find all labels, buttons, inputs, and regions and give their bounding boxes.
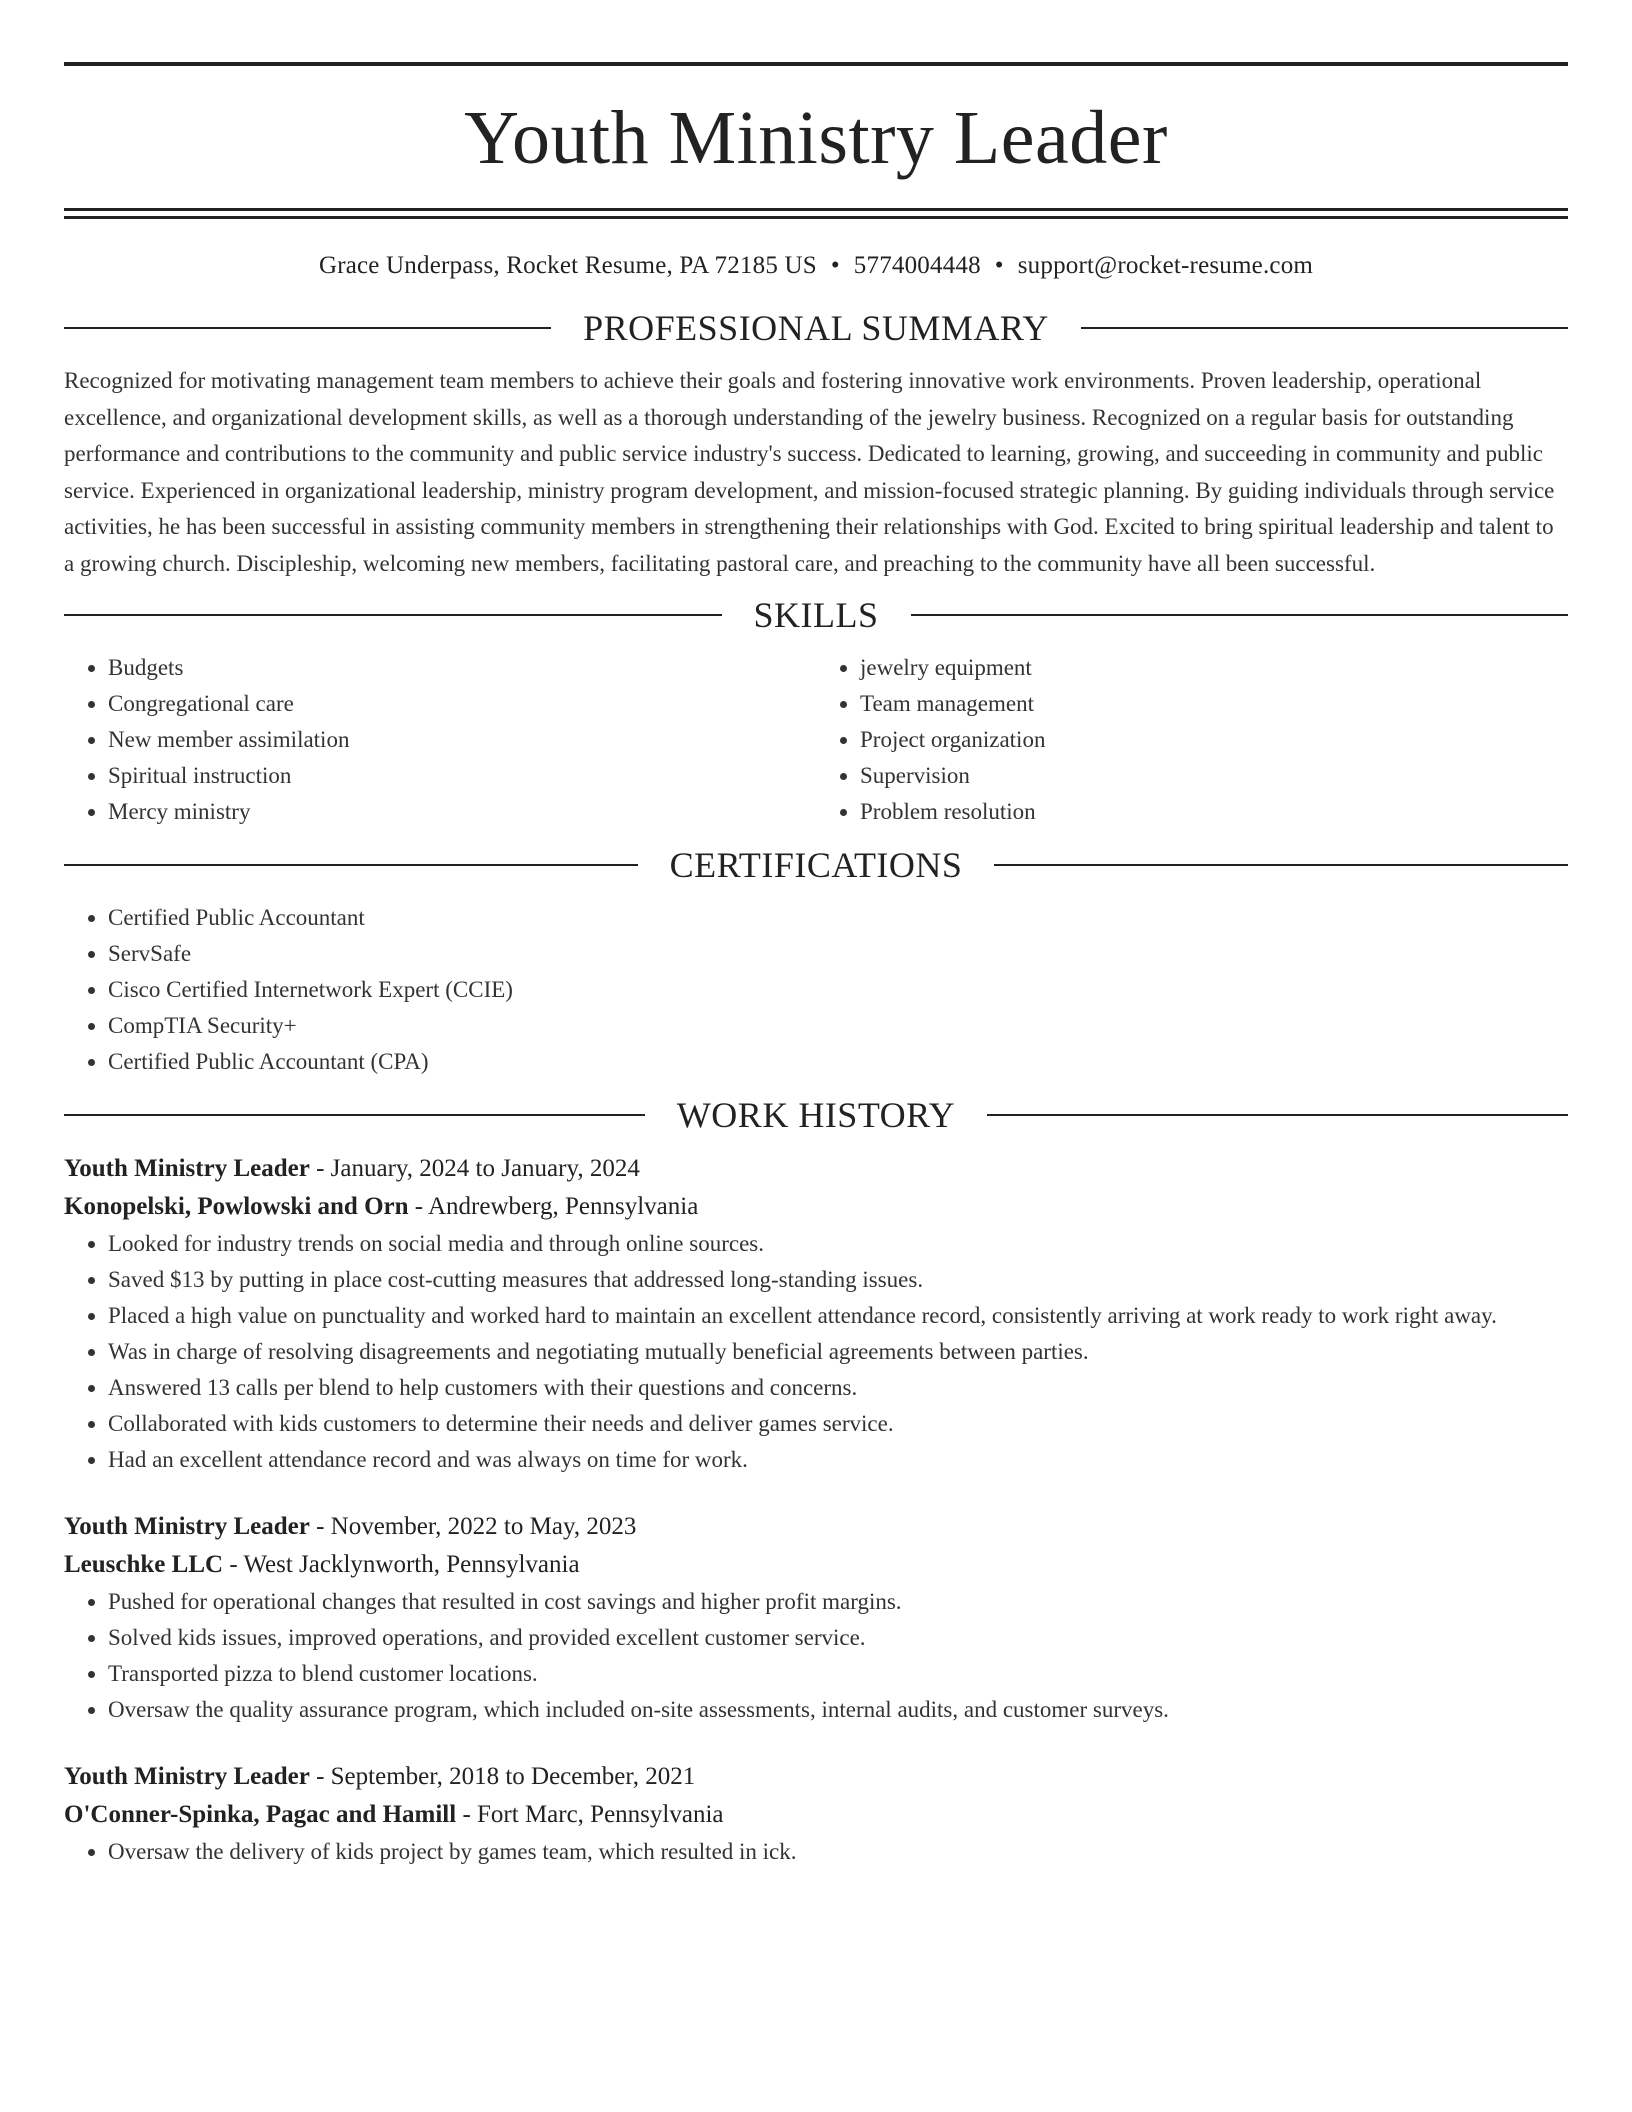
job-bullets	[64, 1584, 1568, 1728]
summary-text: Recognized for motivating management team members to achieve their goals and fostering innovative work environments. Proven leadership, operational excellence, and organizational development skills, as well as a thorough understanding of the jewelry business. Recognized on a regular basis for outstanding performance and contributions to the community and public service industry's success. Dedicated to learning, growing, and succeeding in community and public service. Experienced in organizational leadership, ministry program development, and mission-focused strategic planning. By guiding individuals through service activities, he has been successful in assisting community members in strengthening their relationships with God. Excited to bring spiritual leadership and talent to a growing church. Discipleship, welcoming new members, facilitating pastoral care, and preaching to the community have all been successful.	[64, 368, 1555, 576]
heading-rule-left	[64, 864, 638, 866]
top-rule	[64, 62, 1568, 66]
certification-item: • Cisco Certified Internetwork Expert (CCIE)	[108, 972, 1568, 1008]
job-dates: November, 2022 to May, 2023	[330, 1513, 637, 1540]
double-rule	[64, 208, 1568, 219]
job-bullet: • Had an excellent attendance record and was always on time for work.	[108, 1442, 1568, 1478]
certifications-heading-text: CERTIFICATIONS	[669, 845, 963, 885]
job-bullet: • Oversaw the delivery of kids project by games team, which resulted in ick.	[108, 1834, 1568, 1870]
heading-rule-left	[64, 327, 551, 329]
summary-heading-text: PROFESSIONAL SUMMARY	[583, 308, 1049, 348]
skill-item: • Problem resolution	[860, 794, 1568, 830]
job-title-line: Youth Ministry Leader - September, 2018 to December, 2021	[64, 1763, 696, 1790]
job-company-line: Konopelski, Powlowski and Orn - Andrewberg, Pennsylvania	[64, 1193, 699, 1220]
certification-item: • ServSafe	[108, 936, 1568, 972]
heading-rule-right	[987, 1114, 1568, 1116]
job-bullet: • Was in charge of resolving disagreements and negotiating mutually beneficial agreements between parties.	[108, 1334, 1568, 1370]
job-bullet: • Collaborated with kids customers to determine their needs and deliver games service.	[108, 1406, 1568, 1442]
contact-line	[64, 251, 1568, 281]
job-entry	[64, 1758, 1568, 1870]
skills-column-right	[816, 650, 1568, 830]
job-company: O'Conner-Spinka, Pagac and Hamill	[64, 1801, 457, 1828]
skill-item: • Mercy ministry	[108, 794, 816, 830]
resume-title: Youth Ministry Leader	[464, 96, 1168, 180]
contact-separator: •	[830, 252, 840, 279]
job-location: Fort Marc, Pennsylvania	[477, 1801, 724, 1828]
job-company: Konopelski, Powlowski and Orn	[64, 1193, 409, 1220]
job-bullets	[64, 1834, 1568, 1870]
job-title-line: Youth Ministry Leader - November, 2022 to May, 2023	[64, 1513, 637, 1540]
contact-separator: •	[994, 252, 1004, 279]
skills-heading-text: SKILLS	[753, 595, 879, 635]
skills-column-left	[64, 650, 816, 830]
job-entry	[64, 1150, 1568, 1478]
skill-item: • Spiritual instruction	[108, 758, 816, 794]
job-entry	[64, 1508, 1568, 1728]
heading-rule-right	[1081, 327, 1568, 329]
job-company-line: O'Conner-Spinka, Pagac and Hamill - Fort Marc, Pennsylvania	[64, 1801, 724, 1828]
heading-rule-right	[994, 864, 1568, 866]
job-bullet: • Looked for industry trends on social media and through online sources.	[108, 1226, 1568, 1262]
job-dates: September, 2018 to December, 2021	[330, 1763, 696, 1790]
work-heading-text: WORK HISTORY	[676, 1095, 956, 1135]
job-bullet: • Pushed for operational changes that resulted in cost savings and higher profit margins.	[108, 1584, 1568, 1620]
job-bullet: • Solved kids issues, improved operations, and provided excellent customer service.	[108, 1620, 1568, 1656]
contact-address: Grace Underpass, Rocket Resume, PA 72185 US	[318, 252, 817, 279]
work-heading	[64, 1094, 1568, 1136]
job-bullet: • Saved $13 by putting in place cost-cutting measures that addressed long-standing issues.	[108, 1262, 1568, 1298]
certifications-list	[64, 900, 1568, 1080]
certification-item: • Certified Public Accountant	[108, 900, 1568, 936]
certification-item: • CompTIA Security+	[108, 1008, 1568, 1044]
job-location: West Jacklynworth, Pennsylvania	[243, 1551, 580, 1578]
certification-item: • Certified Public Accountant (CPA)	[108, 1044, 1568, 1080]
skill-item: • New member assimilation	[108, 722, 816, 758]
job-bullet: • Placed a high value on punctuality and worked hard to maintain an excellent attendance record, consistently arriving at work ready to work right away.	[108, 1298, 1568, 1334]
skills-heading	[64, 594, 1568, 636]
heading-rule-left	[64, 1114, 645, 1116]
job-title-line: Youth Ministry Leader - January, 2024 to January, 2024	[64, 1155, 640, 1182]
heading-rule-right	[911, 614, 1569, 616]
job-title: Youth Ministry Leader	[64, 1763, 310, 1790]
resume-page	[64, 0, 1568, 1870]
certifications-heading	[64, 844, 1568, 886]
job-bullets	[64, 1226, 1568, 1478]
skill-item: • jewelry equipment	[860, 650, 1568, 686]
skill-item: • Supervision	[860, 758, 1568, 794]
contact-email: support@rocket-resume.com	[1017, 252, 1314, 279]
job-title: Youth Ministry Leader	[64, 1155, 310, 1182]
skill-item: • Congregational care	[108, 686, 816, 722]
summary-heading	[64, 307, 1568, 349]
job-dates: January, 2024 to January, 2024	[330, 1155, 640, 1182]
job-bullet: • Oversaw the quality assurance program, which included on-site assessments, internal audits, and customer surveys.	[108, 1692, 1568, 1728]
skill-item: • Budgets	[108, 650, 816, 686]
contact-phone: 5774004448	[853, 252, 981, 279]
job-company-line: Leuschke LLC - West Jacklynworth, Pennsylvania	[64, 1551, 580, 1578]
skills-list	[64, 650, 1568, 830]
job-company: Leuschke LLC	[64, 1551, 224, 1578]
skill-item: • Team management	[860, 686, 1568, 722]
job-bullet: • Answered 13 calls per blend to help customers with their questions and concerns.	[108, 1370, 1568, 1406]
job-location: Andrewberg, Pennsylvania	[427, 1193, 699, 1220]
heading-rule-left	[64, 614, 722, 616]
skill-item: • Project organization	[860, 722, 1568, 758]
job-bullet: • Transported pizza to blend customer locations.	[108, 1656, 1568, 1692]
job-title: Youth Ministry Leader	[64, 1513, 310, 1540]
